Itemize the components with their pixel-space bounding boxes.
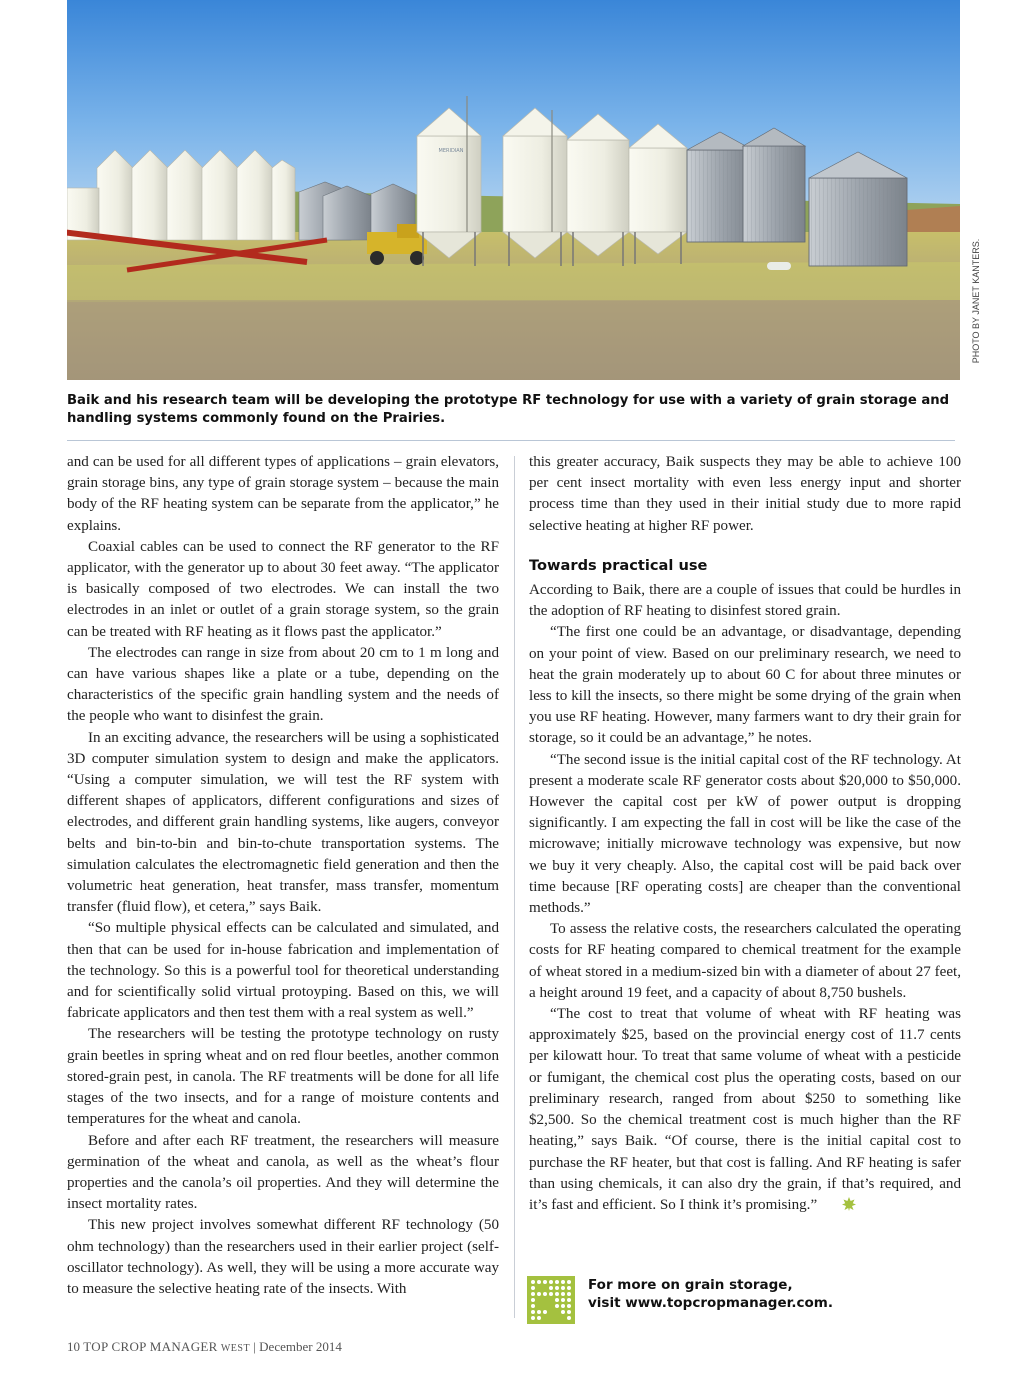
logo-dot	[561, 1298, 565, 1302]
logo-dot	[531, 1286, 535, 1290]
logo-dot	[567, 1304, 571, 1308]
paragraph: The researchers will be testing the prototype technology on rusty grain beetles in spring wheat and on red flour beetles, another common stored-grain pest, in canola. The RF treatments will be done for all life stages of the two insects, and for a range of moisture contents and temperatures for the wheat and canola.	[67, 1026, 499, 1128]
paragraph: and can be used for all different types of applications – grain elevators, grain storage bins, any type of grain storage system – because the main body of the RF heating system can be separate from the applicator,” he explains.	[67, 454, 499, 534]
logo-dot	[531, 1304, 535, 1308]
logo-dot	[543, 1310, 547, 1314]
article-column-left	[67, 452, 499, 1300]
more-info-box	[527, 1276, 957, 1336]
logo-dot	[537, 1310, 541, 1314]
logo-dot	[561, 1304, 565, 1308]
logo-dot	[567, 1292, 571, 1296]
logo-dot	[567, 1298, 571, 1302]
tcm-logo-icon	[527, 1276, 575, 1324]
logo-dot	[537, 1292, 541, 1296]
logo-dot	[555, 1280, 559, 1284]
logo-dot	[555, 1298, 559, 1302]
paragraph: “The first one could be an advantage, or disadvantage, depending on your point of view. Based on our preliminary research, we need to heat the grain moderately up to about 60 C for about three minutes or less to kill the insects, so there might be some drying of the grain when you use RF heating. However, many farmers want to dry their grain for storage, so it could be an advantage,” he notes.	[529, 624, 961, 747]
article-column-right	[529, 452, 961, 1219]
logo-dot	[531, 1280, 535, 1284]
paragraph: According to Baik, there are a couple of issues that could be hurdles in the adoption of RF heating to disinfest stored grain.	[529, 582, 961, 620]
logo-dot	[555, 1292, 559, 1296]
page-number: 10	[67, 1339, 80, 1354]
logo-dot	[561, 1286, 565, 1290]
logo-dot	[561, 1280, 565, 1284]
logo-dot	[537, 1316, 541, 1320]
paragraph: This new project involves somewhat different RF technology (50 ohm technology) than the researchers used in their earlier project (self-oscillator technology). As well, they will be using a more accurate way to measure the selective heating rate of the insects. With	[67, 1217, 499, 1297]
paragraph: “The second issue is the initial capital cost of the RF technology. At present a moderate scale RF generator costs about $20,000 to $50,000. However the capital cost per kW of power output is dropping significantly. I am expecting the fall in cost will be like the case of the microwave; initially microwave technology was expensive, but now we buy it very cheaply. Also, the capital cost will be paid back over time because [RF operating costs] are cheaper than the conventional methods.”	[529, 751, 961, 917]
logo-dot	[543, 1280, 547, 1284]
logo-dot	[531, 1310, 535, 1314]
logo-dot	[531, 1292, 535, 1296]
grain-bins-photo	[67, 0, 960, 380]
paragraph: Coaxial cables can be used to connect the RF generator to the RF applicator, with the generator up to about 30 feet away. “The applicator is basically composed of two electrodes. We can install the two electrodes in an inlet or outlet of a grain storage system, so the grain can be treated with RF heating as it flows past the applicator.”	[67, 538, 499, 640]
logo-dot	[549, 1292, 553, 1296]
paragraph-last	[529, 1004, 961, 1219]
paragraph: In an exciting advance, the researchers will be using a sophisticated 3D computer simulation system to design and make the applicators. “Using a computer simulation, we will test the RF system with different shapes of applicators, different configurations and sizes of electrodes, and different grain handling systems, like augers, conveyor belts and bin-to-bin and bin-to-chute transportation systems. The simulation calculates the electromagnetic field generation and then the volumetric heat generation, heat transfer, mass transfer, momentum transfer (fluid flow), et cetera,” says Baik.	[67, 729, 499, 916]
logo-dot	[567, 1280, 571, 1284]
paragraph: “So multiple physical effects can be calculated and simulated, and then that can be used for in-house fabrication and implementation of the technology. So this is a powerful tool for theoretical understanding and for scientifically solid virtual protoyping. Based on this, we will fabricate applicators and then test them with a real system as well.”	[67, 920, 499, 1022]
publication-edition: WEST	[220, 1343, 251, 1354]
section-subhead: Towards practical use	[529, 556, 708, 574]
paragraph-text: “The cost to treat that volume of wheat with RF heating was approximately $25, based on the provincial energy cost of 11.7 cents per kilowatt hour. To treat that same volume of wheat with a pesticide or fumigant, the chemical cost plus the operating costs, based on our preliminary research, ranged from about $250 to something like $2,500. So the chemical treatment cost is much higher than the RF heating,” says Baik. “Of course, there is the initial capital cost to purchase the RF heater, but that cost is falling. And RF heating is safer than using chemicals, it can also dry the grain, if that’s required, and it’s fast and efficient. So I think it’s promising.”	[529, 1006, 961, 1213]
logo-dot	[567, 1286, 571, 1290]
more-info-line: For more on grain storage,	[588, 1277, 793, 1293]
logo-dot	[555, 1304, 559, 1308]
more-info-link[interactable]: visit www.topcropmanager.com.	[588, 1295, 833, 1311]
logo-dot	[543, 1292, 547, 1296]
logo-dot	[567, 1316, 571, 1320]
paragraph: The electrodes can range in size from about 20 cm to 1 m long and can have various shapes like a plate or a tube, depending on the characteristics of the specific grain handling system and the needs of the people who want to disinfest the grain.	[67, 644, 499, 725]
photo-caption: Baik and his research team will be developing the prototype RF technology for use with a variety of grain storage and handling systems commonly found on the Prairies.	[67, 393, 950, 426]
logo-dot	[537, 1280, 541, 1284]
logo-dot	[531, 1298, 535, 1302]
footer-separator: |	[253, 1339, 256, 1354]
paragraph: Before and after each RF treatment, the researchers will measure germination of the wheat and canola, as well as the wheat’s flour properties and the canola’s oil properties. And they will determine the insect mortality rates.	[67, 1132, 499, 1213]
photo-credit-text: PHOTO BY JANET KANTERS.	[971, 238, 981, 364]
photo-credit	[962, 0, 992, 380]
logo-dot	[561, 1310, 565, 1314]
more-info-text	[588, 1276, 948, 1312]
bin-brand-label: MERIDIAN	[438, 148, 464, 154]
page-footer	[67, 1339, 342, 1355]
logo-dot	[549, 1280, 553, 1284]
caption-divider	[67, 440, 955, 441]
column-divider	[514, 456, 515, 1318]
paragraph: this greater accuracy, Baik suspects they may be able to achieve 100 per cent insect mortality with even less energy input and shorter process time than they used in their initial study due to more rapid selective heating at higher RF power.	[529, 454, 961, 534]
logo-dot	[549, 1286, 553, 1290]
end-mark-leaf-icon	[820, 1196, 857, 1219]
logo-dot	[555, 1286, 559, 1290]
logo-dot	[531, 1316, 535, 1320]
issue-date: December 2014	[259, 1339, 342, 1354]
logo-dot	[561, 1292, 565, 1296]
logo-dot	[567, 1310, 571, 1314]
publication-name: TOP CROP MANAGER	[83, 1339, 218, 1354]
paragraph: To assess the relative costs, the researchers calculated the operating costs for RF heating compared to chemical treatment for the example of wheat stored in a medium-sized bin with a diameter of about 27 feet, a height around 19 feet, and a capacity of about 8,750 bushels.	[529, 921, 961, 1001]
